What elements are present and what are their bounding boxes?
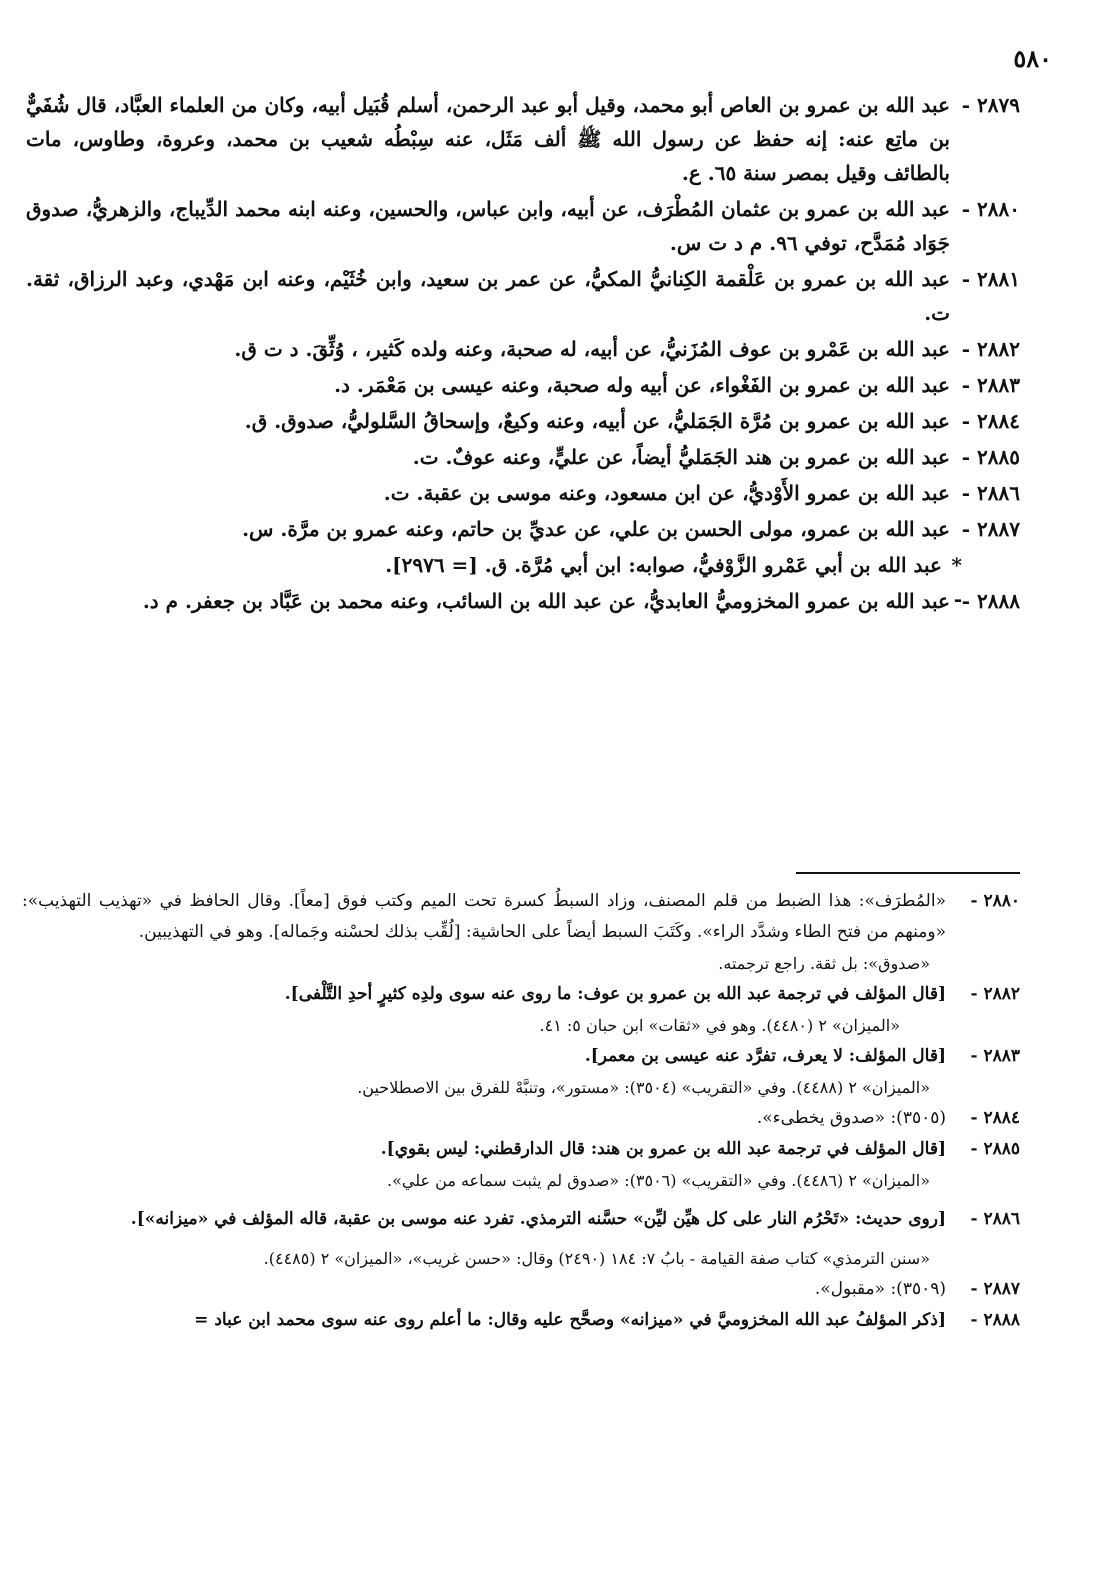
entry-number: ٢٨٨٤ -: [961, 409, 1020, 433]
footnote-text: [ذكر المؤلفُ عبد الله المخزوميَّ في «ميزانه» وصحَّح عليه وقال: ما أعلم روى عنه سوى محمد ابن عباد =: [194, 1310, 946, 1330]
entry-text: عبد الله بن عمرو بن عثمان المُطْرَف، عن أبيه، وابن عباس، والحسين، وعنه ابنه محمد الدِّيباج، والزهريُّ، صدوق جَوَاد مُمَدَّح، توفي ٩٦. م د ت س.: [26, 197, 950, 255]
footnote: [22, 1103, 1020, 1134]
entry: [26, 404, 1020, 438]
footnote-number: ٢٨٨٣ -: [970, 1046, 1020, 1066]
entry-number: ٢٨٨٧ -: [961, 517, 1020, 541]
footnote-text: «المُطرَف»: هذا الضبط من قلم المصنف، وزاد السبطُ كسرة تحت الميم وكتب فوق [معاً]. وقال الحافظ في «تهذيب التهذيب»: «ومنهم من فتح الطاء وشدَّد الراء». وكَتَبَ السبط أيضاً على الحاشية: [لُقِّب بذلك لحسْنه وجَماله]. وهو في التهذيبين.: [22, 891, 946, 942]
entry-text: عبد الله بن عمرو بن الفَغْواء، عن أبيه وله صحبة، وعنه عيسى بن مَعْمَر. د.: [334, 373, 950, 397]
entry: [26, 262, 1020, 330]
entry-text: عبد الله بن عمرو بن عَلْقمة الكِنانيُّ المكيُّ، عن عمر بن سعيد، وابن خُثَيْم، وعنه ابن مَهْدي، وعبد الرزاق، ثقة. ت.: [26, 267, 950, 325]
footnote: [22, 1305, 1020, 1336]
entry: [26, 440, 1020, 474]
footnote-number: ٢٨٨٠ -: [970, 891, 1020, 911]
footnote: [22, 1134, 1020, 1165]
footnote: [22, 1274, 1020, 1305]
entry-text: عبد الله بن عَمْرو بن عوف المُزَنيُّ، عن أبيه، له صحبة، وعنه ولده كَثير، ، وُثِّقَ. د ت ق.: [234, 337, 950, 361]
footnote-text: [روى حديث: «تَحْرُم النار على كل هيِّن ليِّن» حسَّنه الترمذي. تفرد عنه موسى بن عقبة، قاله المؤلف في «ميزانه»].: [130, 1209, 946, 1229]
entry: [26, 512, 1020, 546]
footnote-text: «صدوق»: بل ثقة. راجع ترجمته.: [718, 954, 930, 973]
footnote: [22, 979, 1020, 1010]
footnote-text: «الميزان» ٢ (٤٤٨٠). وهو في «ثقات» ابن حبان ٥: ٤١.: [539, 1016, 900, 1035]
entry-text: عبد الله بن عمرو بن مُرَّة الجَمَليُّ، عن أبيه، وعنه وكيعٌ، وإسحاقُ السَّلوليُّ، صدوق. ق.: [244, 409, 950, 433]
footnote-text: [قال المؤلف: لا يعرف، تفرَّد عنه عيسى بن معمر].: [584, 1046, 946, 1066]
entry-number: ٢٨٨١ -: [961, 267, 1020, 291]
entry: [26, 368, 1020, 402]
footnote-comment: [22, 1010, 1020, 1041]
footnote-comment: [22, 1072, 1020, 1103]
page-number: ٥٨٠: [1013, 44, 1052, 73]
entry-number: ٢٨٨٥ -: [961, 445, 1020, 469]
footnote-number: ٢٨٨٥ -: [970, 1139, 1020, 1159]
footnote: [22, 886, 1020, 948]
entry: [26, 332, 1020, 366]
entry-number: ٢٨٨٠ -: [961, 197, 1020, 221]
entry: [26, 584, 1020, 618]
footnote-text: «الميزان» ٢ (٤٤٨٦). وفي «التقريب» (٣٥٠٦): «صدوق لم يثبت سماعه من علي».: [387, 1171, 930, 1190]
footnote-comment: [22, 948, 1020, 979]
entry-number: ٢٨٨٣ -: [961, 373, 1020, 397]
entry-text: عبد الله بن عمرو المخزوميُّ العابديُّ، عن عبد الله بن السائب، وعنه محمد بن عَبَّاد بن جعفر. م د.: [142, 589, 950, 613]
footnote-text: «الميزان» ٢ (٤٤٨٨). وفي «التقريب» (٣٥٠٤): «مستور»، وتنبَّهْ للفرق بين الاصطلاحين.: [357, 1078, 930, 1097]
footnote-comment: [22, 1165, 1020, 1196]
entry-number: ٢٨٨٦ -: [961, 481, 1020, 505]
footnote-divider: [796, 872, 1020, 874]
entry-text: عبد الله بن عمرو بن العاص أبو محمد، وقيل أبو عبد الرحمن، أسلم قُبَيل أبيه، وكان من العلماء العبَّاد، قال شُفَيٌّ بن ماتِع عنه: إنه حفظ عن رسول الله ﷺ ألف مَثَل، عنه سِبْطُه شعيب بن محمد، وعروة، وطاوس، مات بالطائف وقيل بمصر سنة ٦٥. ع.: [26, 93, 950, 185]
entry-text: عبد الله بن عمرو الأَوْديُّ، عن ابن مسعود، وعنه موسى بن عقبة. ت.: [383, 481, 950, 505]
entry-text: عبد الله بن أبي عَمْرو الزَّوْفيُّ، صوابه: ابن أبي مُرَّة. ق. [= ٢٩٧٦].: [385, 553, 942, 577]
footnote-text: (٣٥٠٥): «صدوق يخطىء».: [756, 1108, 946, 1128]
entry: [26, 192, 1020, 260]
spacer: [22, 1235, 1020, 1243]
footnote-number: ٢٨٨٦ -: [970, 1209, 1020, 1229]
footnote-text: «سنن الترمذي» كتاب صفة القيامة - بابُ ٧: ١٨٤ (٢٤٩٠) وقال: «حسن غريب»، «الميزان» ٢ (٤٤٨٥).: [263, 1249, 930, 1268]
footnotes: [22, 886, 1020, 1336]
footnote-number: ٢٨٨٢ -: [970, 984, 1020, 1004]
asterisk-icon: * -: [951, 553, 962, 611]
spacer: [22, 1196, 1020, 1204]
footnote-text: (٣٥٠٩): «مقبول».: [814, 1279, 946, 1299]
entry: [26, 88, 1020, 190]
entry-number: ٢٨٨٨ -: [961, 589, 1020, 613]
entry-number: ٢٨٧٩ -: [961, 93, 1020, 117]
footnote-number: ٢٨٨٤ -: [970, 1108, 1020, 1128]
entry: [26, 476, 1020, 510]
entry-text: عبد الله بن عمرو بن هند الجَمَليُّ أيضاً، عن عليٍّ، وعنه عوفٌ. ت.: [412, 445, 950, 469]
main-text: [26, 88, 1020, 620]
footnote-comment: [22, 1243, 1020, 1274]
entry-number: ٢٨٨٢ -: [961, 337, 1020, 361]
entry-text: عبد الله بن عمرو، مولى الحسن بن علي، عن عديِّ بن حاتم، وعنه عمرو بن مرَّة. س.: [242, 517, 950, 541]
footnote-number: ٢٨٨٨ -: [970, 1310, 1020, 1330]
footnote-number: ٢٨٨٧ -: [970, 1279, 1020, 1299]
footnote: [22, 1041, 1020, 1072]
footnote-text: [قال المؤلف في ترجمة عبد الله بن عمرو بن عوف: ما روى عنه سوى ولدِه كثيرٍ أحدِ التَّلْفى].: [284, 984, 946, 1004]
footnote: [22, 1204, 1020, 1235]
footnote-text: [قال المؤلف في ترجمة عبد الله بن عمرو بن هند: قال الدارقطني: ليس بقوي].: [380, 1139, 946, 1159]
